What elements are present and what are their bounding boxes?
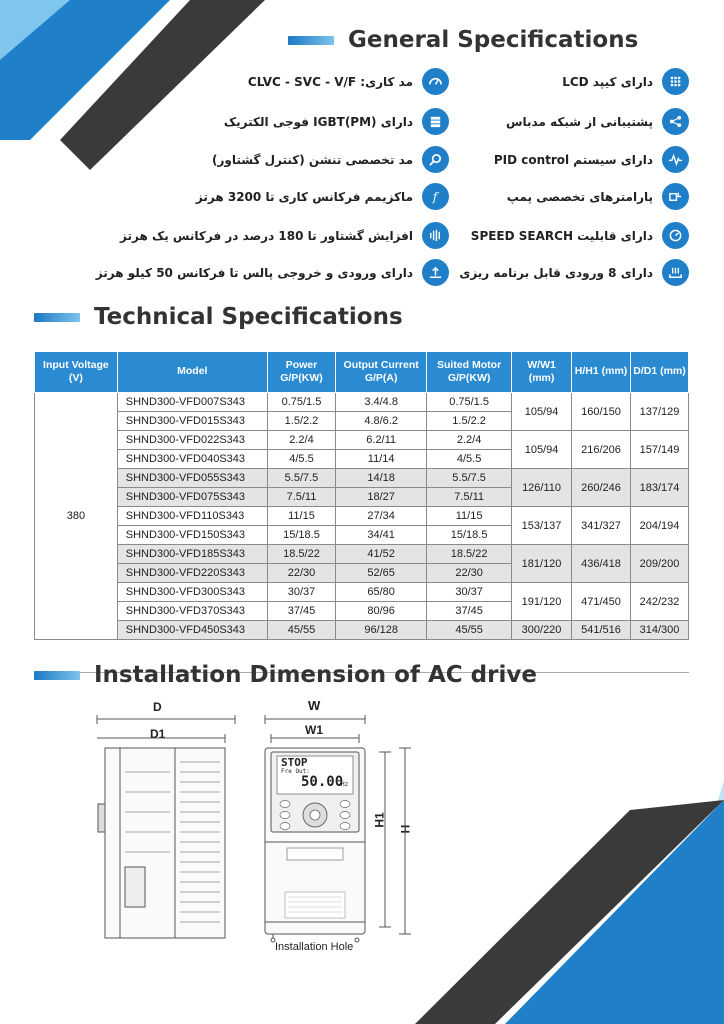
group-w-cell: 105/94 xyxy=(512,431,572,469)
feature-right-2: پشتیبانی از شبکه مدباس xyxy=(506,108,689,135)
side-view-drawing xyxy=(95,712,245,942)
group-d-cell: 314/300 xyxy=(631,621,689,640)
heading-accent-bar xyxy=(34,313,80,322)
feature-left-6: دارای ورودی و خروجی پالس تا فرکانس 50 کیلو هرتز xyxy=(96,259,449,286)
torque-boost-icon xyxy=(422,222,449,249)
group-w-cell: 105/94 xyxy=(512,393,572,431)
label-h1: H1 xyxy=(372,812,387,828)
technical-specs-title: Technical Specifications xyxy=(94,304,403,330)
table-row: SHND300-VFD110S343 11/15 27/34 11/15 153/137 341/327 204/194 xyxy=(35,507,689,526)
input-voltage-cell: 380 xyxy=(35,393,118,640)
chip-icon xyxy=(422,108,449,135)
keypad-icon xyxy=(662,68,689,95)
group-w-cell: 300/220 xyxy=(512,621,572,640)
table-row: SHND300-VFD055S343 5.5/7.5 14/18 5.5/7.5 126/110 260/246 183/174 xyxy=(35,469,689,488)
feature-left-4: ماکزیمم فرکانس کاری تا 3200 هرتز f xyxy=(196,183,449,210)
feature-left-3: مد تخصصی تنشن (کنترل گشتاور) xyxy=(212,146,449,173)
header-d-d1: D/D1 (mm) xyxy=(631,352,689,393)
group-d-cell: 183/174 xyxy=(631,469,689,507)
label-w1: W1 xyxy=(305,723,323,737)
group-w-cell: 153/137 xyxy=(512,507,572,545)
group-h-cell: 341/327 xyxy=(572,507,631,545)
inputs-icon xyxy=(662,259,689,286)
table-row: SHND300-VFD022S343 2.2/4 6.2/11 2.2/4 105/94 216/206 157/149 xyxy=(35,431,689,450)
feature-right-1: دارای کیپد LCD xyxy=(562,68,689,95)
heading-accent-bar xyxy=(34,671,80,680)
table-row: SHND300-VFD015S343 1.5/2.2 4.8/6.2 1.5/2.2 xyxy=(35,412,689,431)
group-d-cell: 137/129 xyxy=(631,393,689,431)
table-row: SHND300-VFD075S343 7.5/11 18/27 7.5/11 xyxy=(35,488,689,507)
group-d-cell: 204/194 xyxy=(631,507,689,545)
group-h-cell: 216/206 xyxy=(572,431,631,469)
installation-hole-label: Installation Hole xyxy=(275,941,354,953)
label-d1: D1 xyxy=(150,727,166,741)
header-input-voltage: Input Voltage (V) xyxy=(35,352,118,393)
lcd-label-text: Fre Out: xyxy=(281,768,310,775)
group-d-cell: 157/149 xyxy=(631,431,689,469)
group-w-cell: 181/120 xyxy=(512,545,572,583)
group-h-cell: 260/246 xyxy=(572,469,631,507)
technical-specs-heading xyxy=(34,304,403,330)
table-row: SHND300-VFD450S343 45/55 96/128 45/55 300/220 541/516 314/300 xyxy=(35,621,689,640)
feature-right-3: دارای سیستم PID control xyxy=(494,146,689,173)
feature-right-4: پارامترهای تخصصی پمپ xyxy=(507,183,689,210)
feature-left-2: دارای IGBT(PM) فوجی الکتریک xyxy=(224,108,449,135)
table-row: 380 SHND300-VFD007S343 0.75/1.5 3.4/4.8 0.75/1.5 105/94 160/150 137/129 xyxy=(35,393,689,412)
lcd-unit-text: Hz xyxy=(341,781,349,788)
front-view-drawing xyxy=(255,712,415,944)
pid-icon xyxy=(662,146,689,173)
table-row: SHND300-VFD040S343 4/5.5 11/14 4/5.5 xyxy=(35,450,689,469)
general-specs-heading xyxy=(288,27,638,53)
label-d: D xyxy=(153,700,162,714)
header-w-w1: W/W1 (mm) xyxy=(512,352,572,393)
heading-accent-bar xyxy=(288,36,334,45)
lcd-status-text: STOP xyxy=(281,756,308,769)
label-h: H xyxy=(398,824,413,834)
header-suited-motor: Suited Motor G/P(KW) xyxy=(427,352,512,393)
speed-search-icon xyxy=(662,222,689,249)
feature-right-6: دارای 8 ورودی قابل برنامه ریزی xyxy=(459,259,689,286)
installation-heading xyxy=(34,662,537,688)
pulse-io-icon xyxy=(422,259,449,286)
svg-text:f: f xyxy=(432,190,438,204)
group-d-cell: 242/232 xyxy=(631,583,689,621)
lcd-value-text: 50.00 xyxy=(301,774,344,790)
group-d-cell: 209/200 xyxy=(631,545,689,583)
table-row: SHND300-VFD150S343 15/18.5 34/41 15/18.5 xyxy=(35,526,689,545)
label-w: W xyxy=(308,698,321,713)
header-output-current: Output Current G/P(A) xyxy=(336,352,427,393)
header-h-h1: H/H1 (mm) xyxy=(572,352,631,393)
table-row: SHND300-VFD300S343 30/37 65/80 30/37 191/120 471/450 242/232 xyxy=(35,583,689,602)
installation-title: Installation Dimension of AC drive xyxy=(94,662,537,688)
network-icon xyxy=(662,108,689,135)
feature-left-1: مد کاری: CLVC - SVC - V/F xyxy=(248,68,449,95)
feature-right-5: دارای قابلیت SPEED SEARCH xyxy=(471,222,689,249)
group-h-cell: 160/150 xyxy=(572,393,631,431)
feature-left-5: افزایش گشتاور تا 180 درصد در فرکانس یک هرتز xyxy=(120,222,449,249)
pump-icon xyxy=(662,183,689,210)
general-specs-title: General Specifications xyxy=(348,27,639,53)
group-h-cell: 541/516 xyxy=(572,621,631,640)
torque-icon xyxy=(422,146,449,173)
group-h-cell: 471/450 xyxy=(572,583,631,621)
table-row: SHND300-VFD185S343 18.5/22 41/52 18.5/22 181/120 436/418 209/200 xyxy=(35,545,689,564)
group-w-cell: 191/120 xyxy=(512,583,572,621)
technical-specs-table xyxy=(34,351,689,640)
table-row: SHND300-VFD220S343 22/30 52/65 22/30 xyxy=(35,564,689,583)
table-header-row xyxy=(35,352,689,393)
bottom-right-corner-decoration xyxy=(400,780,724,1024)
header-model: Model xyxy=(117,352,267,393)
gauge-icon xyxy=(422,68,449,95)
group-h-cell: 436/418 xyxy=(572,545,631,583)
header-power: Power G/P(KW) xyxy=(267,352,335,393)
group-w-cell: 126/110 xyxy=(512,469,572,507)
frequency-icon xyxy=(422,183,449,210)
table-row: SHND300-VFD370S343 37/45 80/96 37/45 xyxy=(35,602,689,621)
